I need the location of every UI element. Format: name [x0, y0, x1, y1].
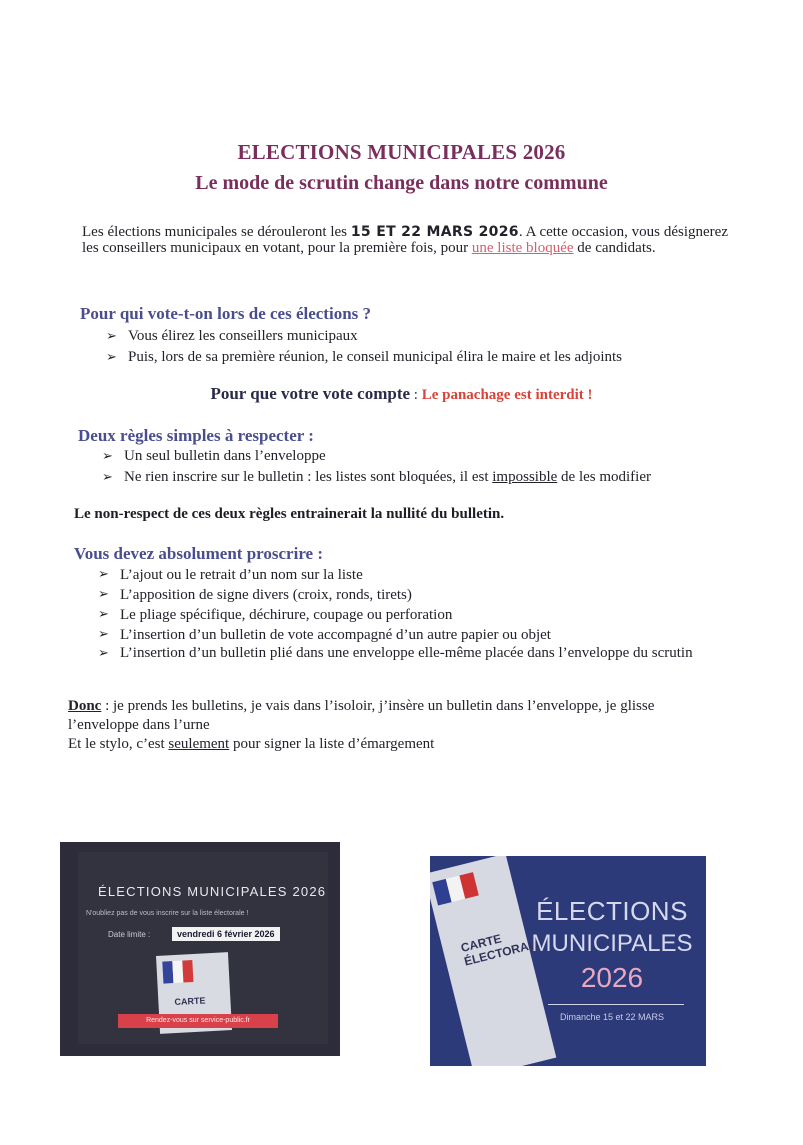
list-item: [98, 625, 708, 645]
list-item: [106, 347, 686, 368]
bullet-list-who: [106, 326, 686, 368]
list-item-text: Ne rien inscrire sur le bulletin : les listes sont bloquées, il est: [124, 469, 493, 485]
list-item-text: Un seul bulletin dans l’enveloppe: [124, 448, 326, 464]
elections-visual-image: [430, 856, 706, 1066]
liste-bloquee-link: une liste bloquée: [471, 240, 574, 256]
conclusion-text: : je prends les bulletins, je vais dans l’isoloir, j’insère un bulletin dans l’enveloppe, je glisse l’enveloppe dans l’urne: [68, 698, 655, 733]
page-subtitle: Le mode de scrutin change dans notre commune: [195, 172, 608, 194]
visual-title-line-1: ÉLECTIONS: [536, 896, 688, 926]
poster-banner: Rendez-vous sur service-public.fr: [118, 1014, 278, 1028]
list-item-text: L’insertion d’un bulletin de vote accompagné d’un autre papier ou objet: [120, 627, 551, 643]
section-heading-rules: Deux règles simples à respecter :: [78, 426, 314, 445]
underlined-word: seulement: [168, 736, 230, 752]
arrowhead-bullet-icon: ➢: [102, 470, 113, 485]
bullet-list-rules: [102, 446, 712, 488]
separator: :: [410, 387, 422, 403]
list-item: [106, 326, 686, 347]
list-item-text: L’insertion d’un bulletin plié dans une enveloppe elle-même placée dans l’enveloppe du scrutin: [120, 645, 693, 661]
list-item-text: Vous élirez les conseillers municipaux: [128, 328, 358, 344]
divider: [548, 1004, 684, 1005]
arrowhead-bullet-icon: ➢: [106, 350, 117, 365]
donc-word: Donc: [68, 698, 102, 714]
section-heading-who: Pour qui vote-t-on lors de ces élections ?: [80, 304, 372, 323]
conclusion-line-2: [68, 735, 728, 754]
arrowhead-bullet-icon: ➢: [98, 627, 109, 642]
panachage-warning: Le panachage est interdit !: [421, 387, 593, 403]
conclusion-paragraph: [68, 697, 728, 754]
list-item: [98, 565, 708, 585]
list-item: [98, 605, 708, 625]
voter-card-image: [430, 856, 556, 1066]
poster-deadline-label: Date limite :: [108, 930, 151, 939]
list-item: [102, 446, 712, 467]
conclusion-text: pour signer la liste d’émargement: [229, 736, 435, 752]
card-label: CARTE: [174, 995, 206, 1008]
election-dates: 15 ET 22 MARS 2026: [350, 224, 519, 240]
section-heading-proscribe: Vous devez absolument proscrire :: [74, 544, 324, 563]
arrowhead-bullet-icon: ➢: [102, 449, 113, 464]
arrowhead-bullet-icon: ➢: [106, 329, 117, 344]
arrowhead-bullet-icon: ➢: [98, 646, 109, 661]
vote-counts-label: Pour que votre vote compte: [210, 384, 411, 403]
vote-counts-line: [0, 384, 803, 404]
arrowhead-bullet-icon: ➢: [98, 587, 109, 602]
list-item-text: Puis, lors de sa première réunion, le conseil municipal élira le maire et les adjoints: [128, 349, 623, 365]
poster-deadline: vendredi 6 février 2026: [172, 927, 280, 941]
underlined-word: impossible: [492, 469, 558, 485]
intro-text-1: Les élections municipales se dérouleront les: [82, 224, 351, 240]
list-item-text: L’ajout ou le retrait d’un nom sur la liste: [120, 567, 363, 583]
list-item-text: Le pliage spécifique, déchirure, coupage ou perforation: [120, 607, 453, 623]
registration-poster-image: [60, 842, 340, 1056]
bullet-list-proscribe: [98, 565, 708, 662]
nullity-warning: Le non-respect de ces deux règles entrainerait la nullité du bulletin.: [74, 506, 505, 522]
intro-text-2: . A cette occasion, vous désignerez les conseillers municipaux en votant, pour la première fois, pour: [82, 224, 728, 256]
list-item: [98, 645, 708, 662]
list-item-text: de les modifier: [557, 469, 652, 485]
page-title: ELECTIONS MUNICIPALES 2026: [237, 140, 566, 164]
list-item: [98, 585, 708, 605]
flag-red: [182, 960, 193, 982]
intro-text-3: de candidats.: [573, 240, 656, 256]
arrowhead-bullet-icon: ➢: [98, 607, 109, 622]
list-item-text: L’apposition de signe divers (croix, ronds, tirets): [120, 587, 412, 603]
list-item: [102, 467, 712, 488]
card-label: CARTE ÉLECTORALE: [459, 931, 545, 969]
intro-paragraph: [82, 224, 728, 256]
conclusion-line-1: [68, 697, 728, 735]
arrowhead-bullet-icon: ➢: [98, 567, 109, 582]
poster-subtitle: N'oubliez pas de vous inscrire sur la liste électorale !: [86, 910, 249, 917]
visual-year: 2026: [580, 962, 644, 993]
visual-date: Dimanche 15 et 22 MARS: [559, 1012, 665, 1022]
visual-title-line-2: MUNICIPALES: [531, 930, 693, 957]
conclusion-text: Et le stylo, c’est: [68, 736, 169, 752]
poster-title: ÉLECTIONS MUNICIPALES 2026: [98, 884, 327, 899]
